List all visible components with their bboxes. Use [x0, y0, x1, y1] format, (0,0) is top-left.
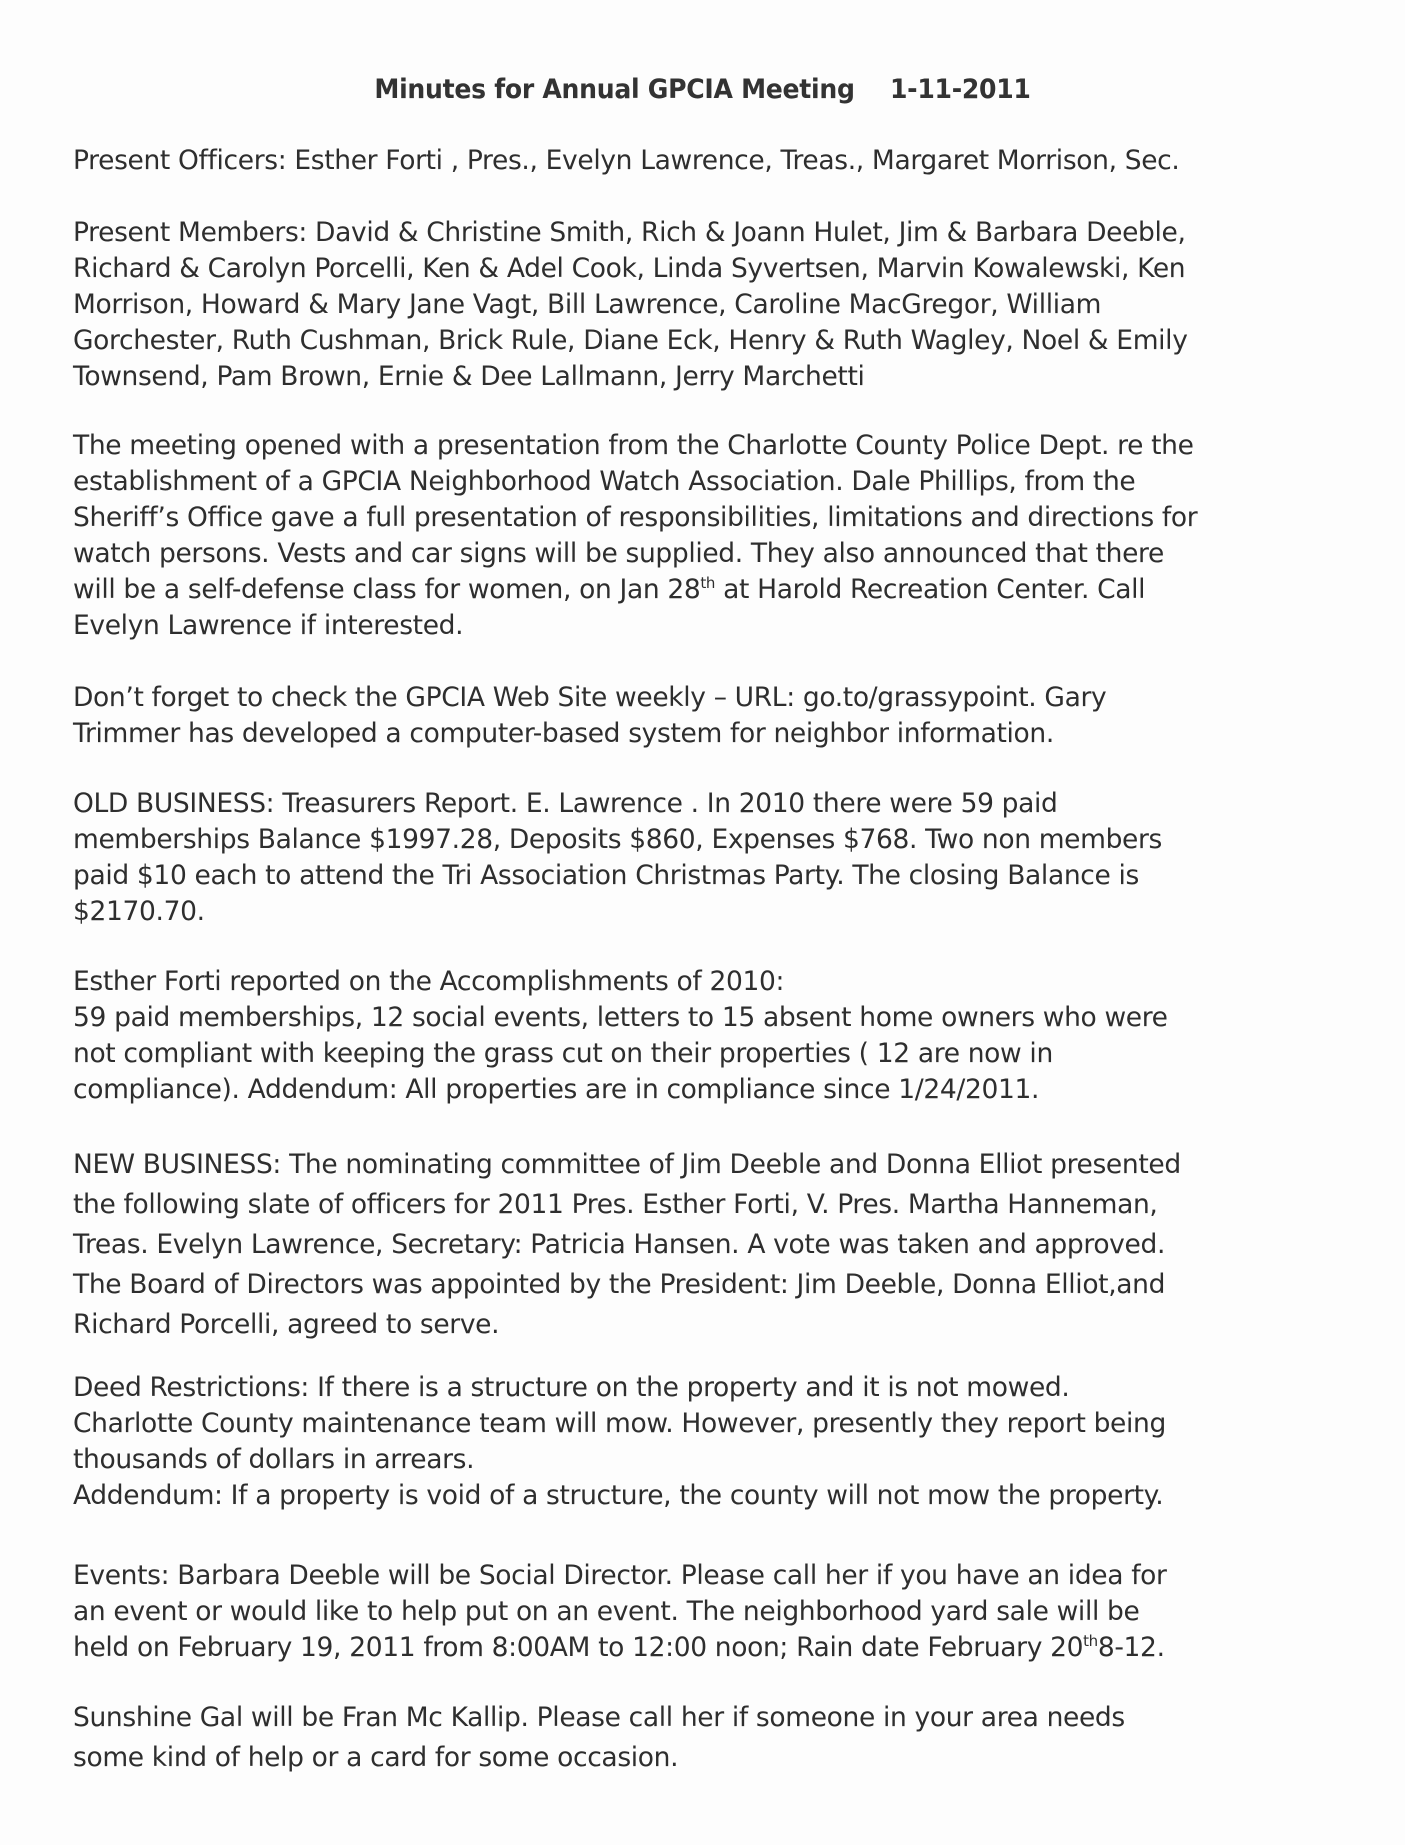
text-line: memberships Balance $1997.28, Deposits $860, Expenses $768. Two non members [73, 824, 1163, 855]
ordinal-suffix: th [700, 574, 716, 593]
text-line: Esther Forti reported on the Accomplishments of 2010: [73, 966, 785, 997]
text-line: the following slate of officers for 2011 Pres. Esther Forti, V. Pres. Martha Hanneman, [73, 1189, 1158, 1220]
text-line [73, 1630, 1373, 1666]
text-line: Townsend, Pam Brown, Ernie & Dee Lallmann, Jerry Marchetti [73, 361, 865, 392]
text-line: watch persons. Vests and car signs will be supplied. They also announced that there [73, 538, 1164, 569]
text-segment: will be a self-defense class for women, on Jan 28 [73, 574, 701, 605]
text-line: Gorchester, Ruth Cushman, Brick Rule, Diane Eck, Henry & Ruth Wagley, Noel & Emily [73, 325, 1188, 356]
accomplishments-paragraph [73, 964, 1373, 1108]
title-text: Minutes for Annual GPCIA Meeting [374, 74, 855, 105]
text-line: Evelyn Lawrence if interested. [73, 610, 464, 641]
text-line: 59 paid memberships, 12 social events, letters to 15 absent home owners who were [73, 1002, 1168, 1033]
text-line: Richard Porcelli, agreed to serve. [73, 1309, 500, 1340]
text-line: Richard & Carolyn Porcelli, Ken & Adel Cook, Linda Syvertsen, Marvin Kowalewski, Ken [73, 253, 1186, 284]
text-line: Events: Barbara Deeble will be Social Director. Please call her if you have an idea for [73, 1560, 1167, 1591]
events-paragraph [73, 1558, 1373, 1666]
present-officers-paragraph [73, 143, 1373, 179]
text-line: Deed Restrictions: If there is a structure on the property and it is not mowed. [73, 1372, 1070, 1403]
text-line: Present Members: David & Christine Smith, Rich & Joann Hulet, Jim & Barbara Deeble, [73, 217, 1186, 248]
meeting-date: 1-11-2011 [889, 74, 1031, 105]
text-line: The meeting opened with a presentation from the Charlotte County Police Dept. re the [73, 430, 1194, 461]
text-segment: at Harold Recreation Center. Call [715, 574, 1146, 605]
text-line: Charlotte County maintenance team will mow. However, presently they report being [73, 1408, 1166, 1439]
text-line [73, 572, 1373, 608]
website-paragraph [73, 680, 1373, 752]
text-line: $2170.70. [73, 896, 205, 927]
text-line: compliance). Addendum: All properties are in compliance since 1/24/2011. [73, 1074, 1040, 1105]
text-line: Treas. Evelyn Lawrence, Secretary: Patricia Hansen. A vote was taken and approved. [73, 1229, 1166, 1260]
text-segment: 8-12. [1097, 1632, 1165, 1663]
text-line: The Board of Directors was appointed by the President: Jim Deeble, Donna Elliot,and [73, 1269, 1166, 1300]
text-line: establishment of a GPCIA Neighborhood Watch Association. Dale Phillips, from the [73, 466, 1136, 497]
new-business-paragraph [73, 1145, 1373, 1345]
sunshine-paragraph [73, 1698, 1373, 1778]
text-line: Present Officers: Esther Forti , Pres., Evelyn Lawrence, Treas., Margaret Morrison, Sec. [73, 145, 1180, 176]
text-line: Sunshine Gal will be Fran Mc Kallip. Please call her if someone in your area needs [73, 1702, 1125, 1733]
ordinal-suffix: th [1083, 1632, 1098, 1651]
text-line: Addendum: If a property is void of a structure, the county will not mow the property. [73, 1480, 1164, 1511]
text-line: Morrison, Howard & Mary Jane Vagt, Bill Lawrence, Caroline MacGregor, William [73, 289, 1102, 320]
text-line: some kind of help or a card for some occasion. [73, 1742, 679, 1773]
text-line: an event or would like to help put on an event. The neighborhood yard sale will be [73, 1596, 1140, 1627]
present-members-paragraph [73, 215, 1373, 395]
opening-paragraph [73, 428, 1373, 644]
old-business-paragraph [73, 786, 1373, 930]
text-line: NEW BUSINESS: The nominating committee of Jim Deeble and Donna Elliot presented [73, 1149, 1181, 1180]
text-line: OLD BUSINESS: Treasurers Report. E. Lawrence . In 2010 there were 59 paid [73, 788, 1058, 819]
text-line: Trimmer has developed a computer-based system for neighbor information. [73, 718, 1054, 749]
text-line: paid $10 each to attend the Tri Association Christmas Party. The closing Balance is [73, 860, 1139, 891]
text-line: not compliant with keeping the grass cut on their properties ( 12 are now in [73, 1038, 1053, 1069]
deed-restrictions-paragraph [73, 1370, 1373, 1514]
page-title [49, 74, 1356, 105]
text-line: thousands of dollars in arrears. [73, 1444, 475, 1475]
text-line: Don’t forget to check the GPCIA Web Site weekly – URL: go.to/grassypoint. Gary [73, 682, 1107, 713]
text-line: Sheriff’s Office gave a full presentation of responsibilities, limitations and directions for [73, 502, 1198, 533]
text-segment: held on February 19, 2011 from 8:00AM to 12:00 noon; Rain date February 20 [73, 1632, 1084, 1663]
